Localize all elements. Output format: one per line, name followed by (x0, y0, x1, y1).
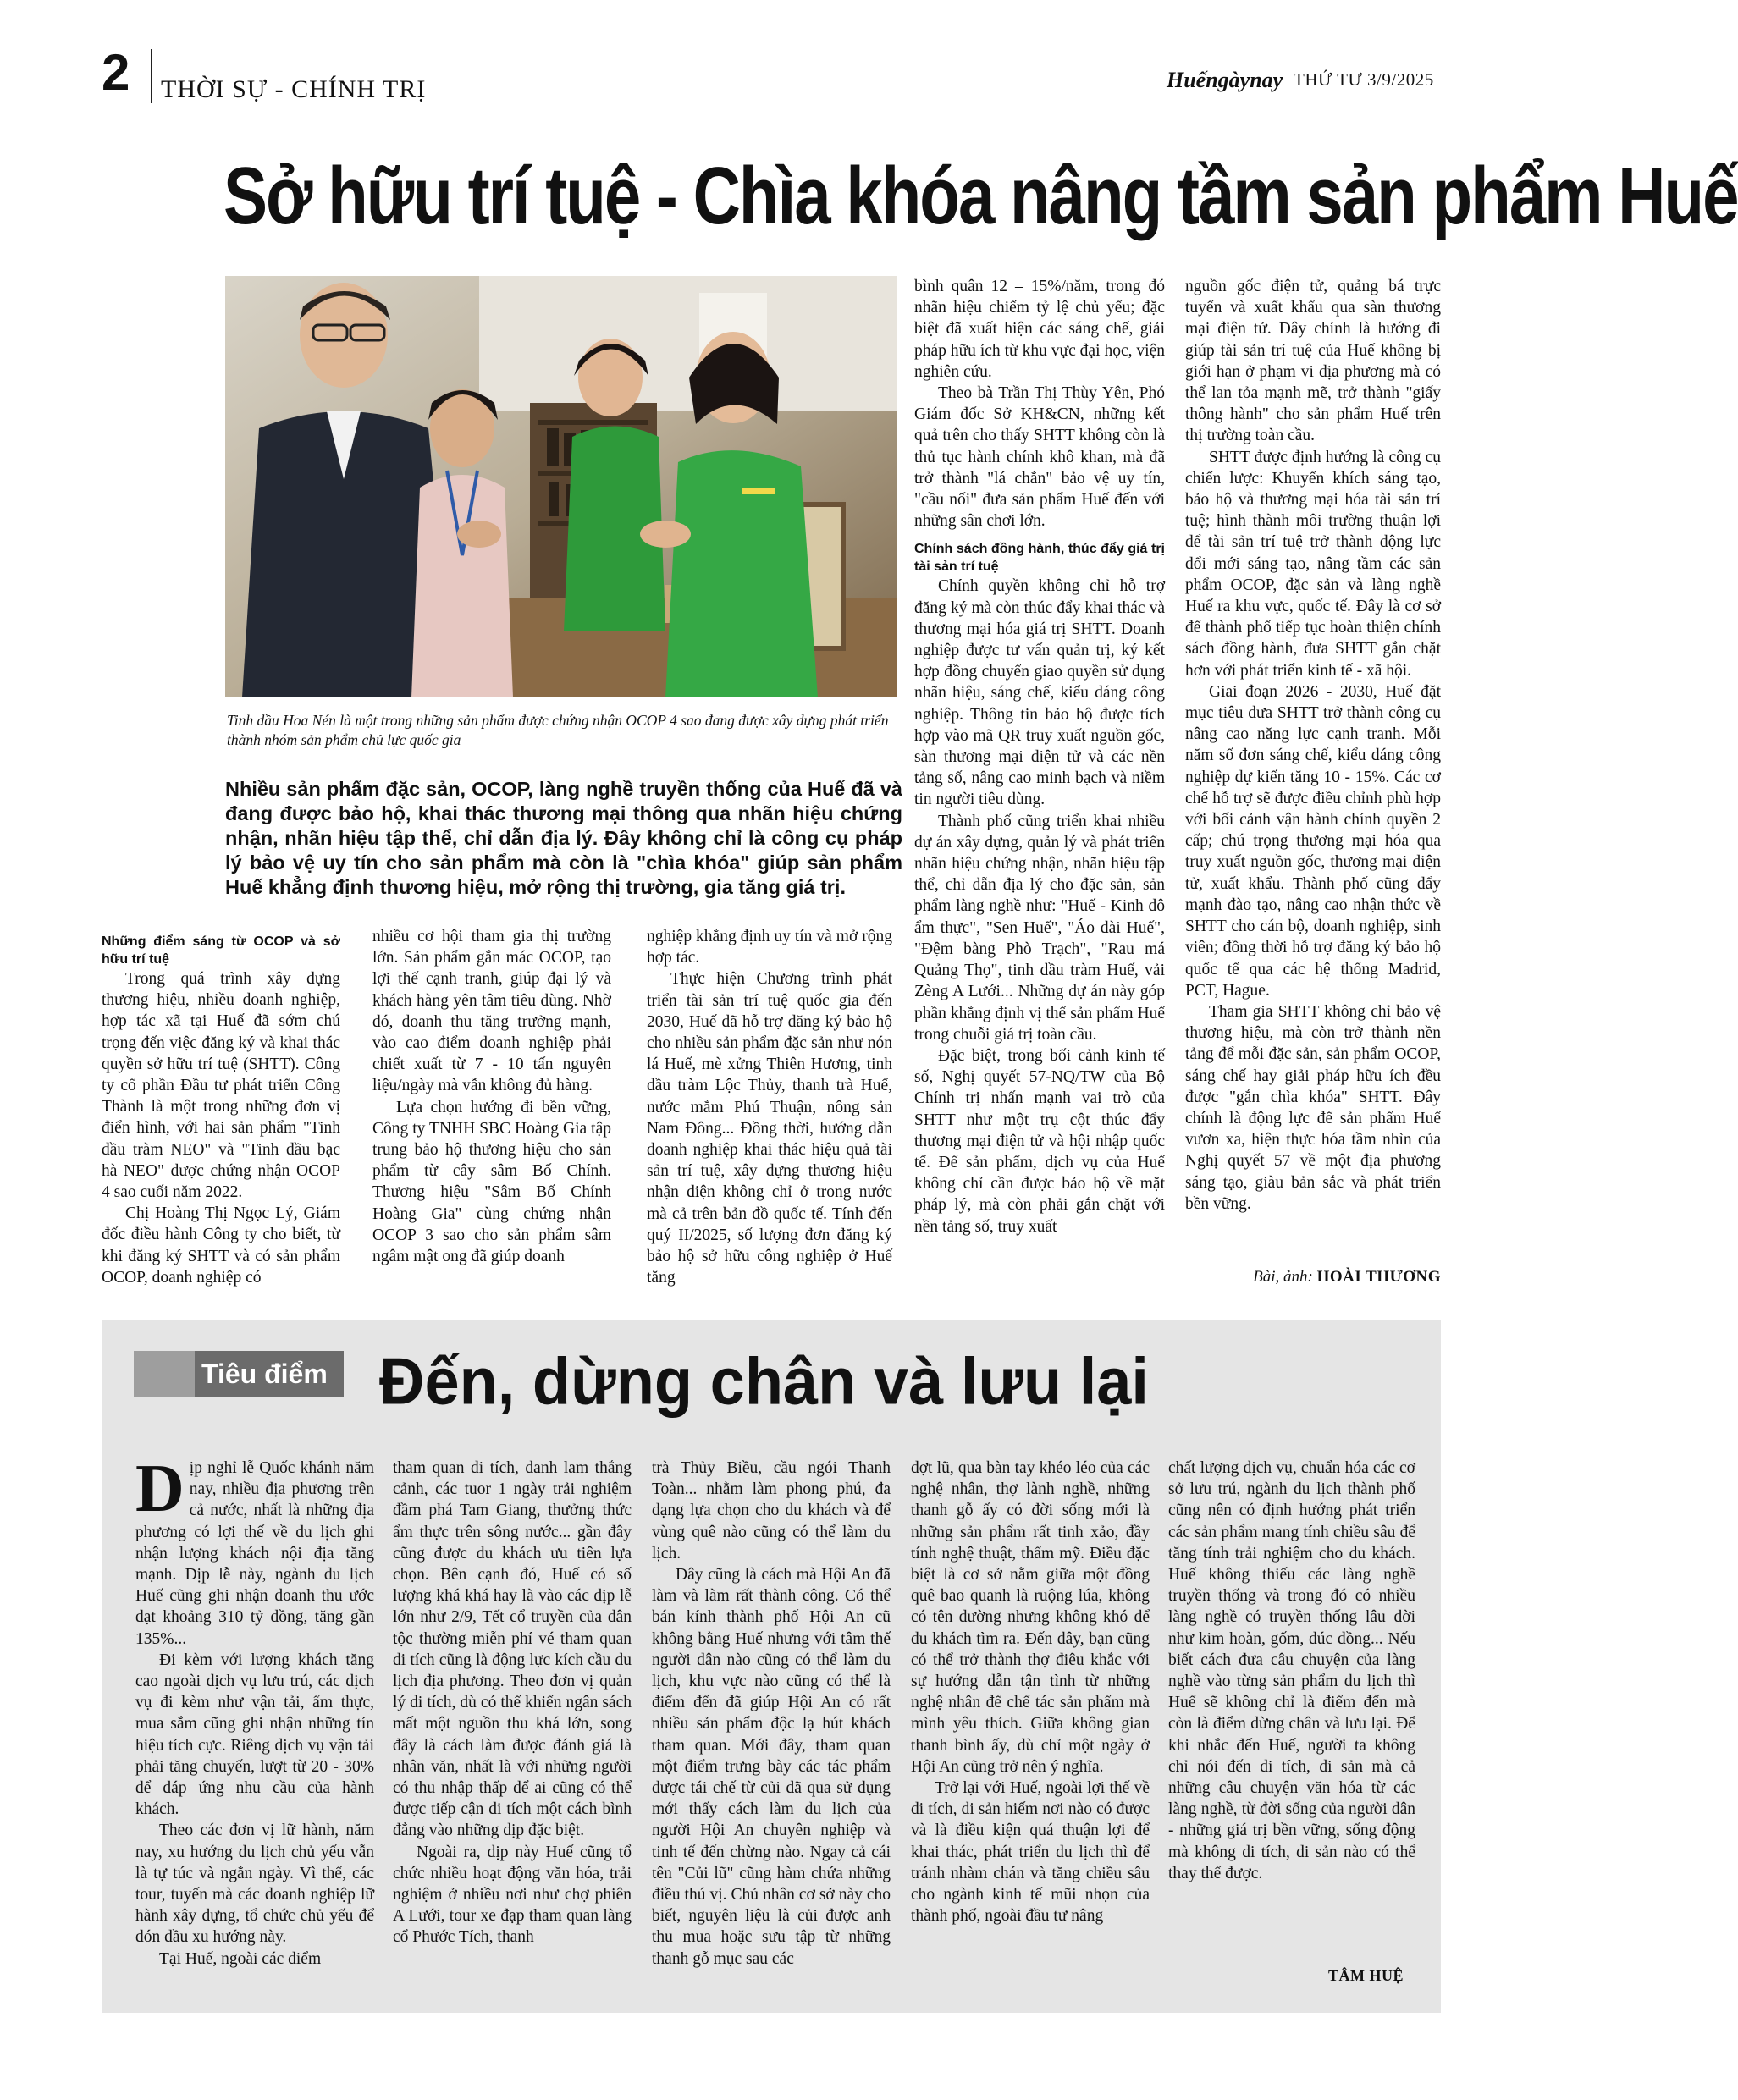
paragraph: Lựa chọn hướng đi bền vững, Công ty TNHH SBC Hoàng Gia tập trung bảo hộ thương hiệu cho sản phẩm từ cây sâm Bố Chính. Thương hiệu "Sâm Bố Chính Hoàng Gia" cùng chứng nhận OCOP 3 sao cho sản phẩm sâm ngâm mật ong đã giúp doanh (372, 1098, 611, 1266)
paragraph: Tại Huế, ngoài các điểm (159, 1949, 322, 1968)
issue-date: THỨ TƯ 3/9/2025 (1294, 69, 1434, 90)
paragraph (135, 1452, 374, 1650)
paragraph: nhiều cơ hội tham gia thị trường lớn. Sản phẩm gắn mác OCOP, tạo lợi thế cạnh tranh, giúp đại lý và khách hàng yên tâm tiêu dùng. Nhờ đó, doanh thu tăng trưởng mạnh, vào cao điểm doanh nghiệp phải chiết xuất từ 7 - 10 tấn nguyên liệu/ngày mà vẫn không đủ hàng. (372, 928, 611, 1095)
paragraph-text: ịp nghỉ lễ Quốc khánh năm nay, nhiều địa phương trên cả nước, nhất là những địa phương có lợi thế về du lịch ghi nhận lượng khách nội địa tăng mạnh. Dịp lễ này, ngành du lịch Huế cũng ghi nhận doanh thu ước đạt khoảng 310 tỷ đồng, tăng gần 135%... (135, 1459, 374, 1648)
paragraph: chất lượng dịch vụ, chuẩn hóa các cơ sở lưu trú, ngành du lịch thành phố cũng nên có định hướng phát triển các sản phẩm mang tính chiều sâu để tăng tính trải nghiệm cho du khách. Huế không thiếu các làng nghề truyền thống và trong đó có nhiều làng nghề có truyền thống lâu đời như kim hoàn, gốm, đúc đồng... Nếu biết cách đưa câu chuyện của làng nghề vào từng sản phẩm du lịch thì Huế sẽ không chỉ là điểm đến mà còn là điểm dừng chân và lưu lại. Để khi nhắc đến Huế, người ta không chỉ nói đến di tích, di sản mà cả những câu chuyện văn hóa từ các làng nghề, từ đời sống của người dân - những giá trị bền vững, sống động mà không di tích, di sản nào có thể thay thế được. (1168, 1459, 1415, 1882)
paragraph: Đây cũng là cách mà Hội An đã làm và làm rất thành công. Có thể bán kính thành phố Hội An cũ không bằng Huế nhưng với tâm thế người dân nào cũng có thể làm du lịch, khu vực nào cũng có thể là điểm đến đã giúp Hội An có rất nhiều sản phẩm độc lạ hút khách tham quan. Mới đây, tham quan một điểm trưng bày các tác phẩm được tái chế từ củi đã qua sử dụng mới thấy cách làm du lịch của người Hội An chuyên nghiệp và tinh tế đến chừng nào. Ngay cả cái tên "Củi lũ" cũng hàm chứa những điều thú vị. Chủ nhân cơ sở này cho biết, nguyên liệu là củi được anh thu mua hoặc sưu tập từ những thanh gỗ mục sau các (652, 1566, 891, 1968)
paragraph: Giai đoạn 2026 - 2030, Huế đặt mục tiêu đưa SHTT trở thành công cụ nâng cao năng lực cạnh tranh. Mỗi năm số đơn sáng chế, kiểu dáng công nghiệp dự kiến tăng 10 - 15%. Các cơ chế hỗ trợ sẽ được điều chỉnh phù hợp với bối cảnh vận hành chính quyền 2 cấp; chú trọng thương mại hóa qua truy xuất nguồn gốc, thương mại điện tử, xuất khẩu. Thành phố cũng đẩy mạnh đào tạo, nâng cao nhận thức về SHTT cho cán bộ, doanh nghiệp, sinh viên; đồng thời hỗ trợ đăng ký bảo hộ quốc tế qua các hệ thống Madrid, PCT, Hague. (1185, 682, 1441, 1000)
feature-title: Đến, dừng chân và lưu lại (379, 1344, 1149, 1419)
paragraph: Đặc biệt, trong bối cảnh kinh tế số, Nghị quyết 57-NQ/TW của Bộ Chính trị nhấn mạnh vai trò của SHTT như một trụ cột thúc đẩy thương mại điện tử và hội nhập quốc tế. Để sản phẩm, dịch vụ của Huế không chỉ cần được bảo hộ về mặt pháp lý, mà còn phải gắn chặt với nền tảng số, truy xuất (914, 1046, 1165, 1236)
article-headline: Sở hữu trí tuệ - Chìa khóa nâng tầm sản phẩm Huế (223, 150, 1738, 241)
paragraph: Thành phố cũng triển khai nhiều dự án xây dựng, quản lý và phát triển nhãn hiệu chứng nhận, nhãn hiệu tập thể, chỉ dẫn địa lý cho đặc sản, sản phẩm làng nghề như: "Huế - Kinh đô ẩm thực", "Sen Huế", "Áo dài Huế", "Đệm bàng Phò Trạch", "Rau má Quảng Thọ", tinh dầu tràm Huế, vải Zèng A Lưới... Những dự án này góp phần khẳng định vị thế sản phẩm Huế trong chuỗi giá trị toàn cầu. (914, 812, 1165, 1044)
paragraph: Theo bà Trần Thị Thùy Yên, Phó Giám đốc Sở KH&CN, những kết quả trên cho thấy SHTT không còn là thủ tục hành chính khô khan, mà đã trở thành "lá chắn" bảo vệ uy tín, "cầu nối" đưa sản phẩm Huế đến với những sân chơi lớn. (914, 384, 1165, 531)
article-column-3 (647, 926, 892, 1288)
drop-cap: D (135, 1452, 185, 1526)
article-photo (225, 276, 897, 697)
article-lead: Nhiều sản phẩm đặc sản, OCOP, làng nghề truyền thống của Huế đã và đang được bảo hộ, khai thác thương mại thông qua nhãn hiệu chứng nhận, nhãn hiệu tập thể, chỉ dẫn địa lý. Đây không chỉ là công cụ pháp lý bảo vệ uy tín cho sản phẩm mà còn là "chìa khóa" giúp sản phẩm Huế khẳng định thương hiệu, mở rộng thị trường, gia tăng giá trị. (225, 778, 902, 898)
paragraph: Trong quá trình xây dựng thương hiệu, nhiều doanh nghiệp, hợp tác xã tại Huế đã sớm chú trọng đến việc đăng ký và khai thác quyền sở hữu trí tuệ (SHTT). Công ty cổ phần Đầu tư phát triển Công Thành là một trong những đơn vị điển hình, với hai sản phẩm "Tinh dầu tràm NEO" và "Tinh dầu bạc hà NEO" được chứng nhận OCOP 4 sao cuối năm 2022. (102, 970, 340, 1202)
article-column-2 (372, 926, 611, 1267)
paragraph: Chính quyền không chỉ hỗ trợ đăng ký mà còn thúc đẩy khai thác và thương mại hóa giá trị SHTT. Doanh nghiệp được tư vấn quản trị, ký kết hợp đồng chuyển giao quyền sử dụng nhãn hiệu, sáng chế, kiểu dáng công nghiệp. Thông tin bảo hộ được tích hợp vào mã QR truy xuất nguồn gốc, sàn thương mại điện tử và các nền tảng số, nâng cao minh bạch và niềm tin người tiêu dùng. (914, 577, 1165, 809)
paragraph: trà Thủy Biều, cầu ngói Thanh Toàn... nhằm làm phong phú, đa dạng lựa chọn cho du khách và để vùng quê nào cũng có thể làm du lịch. (652, 1459, 891, 1563)
feature-column-4 (911, 1458, 1150, 1926)
paragraph: Đi kèm với lượng khách tăng cao ngoài dịch vụ lưu trú, các dịch vụ đi kèm như vận tải, ẩm thực, mua sắm cũng ghi nhận những tín hiệu tích cực. Riêng dịch vụ vận tải phải tăng chuyến, lượt từ 20 - 30% để đáp ứng nhu cầu của hành khách. (135, 1651, 374, 1819)
page-number: 2 (102, 44, 130, 101)
paragraph: Ngoài ra, dịp này Huế cũng tổ chức nhiều hoạt động văn hóa, trải nghiệm ở nhiều nơi như chợ phiên A Lưới, tour xe đạp tham quan làng cổ Phước Tích, thanh (393, 1843, 632, 1947)
paragraph: Theo các đơn vị lữ hành, năm nay, xu hướng du lịch chủ yếu vẫn là tự túc và ngắn ngày. Vì thế, các tour, tuyến mà các doanh nghiệp lữ hành xây dựng, tổ chức chủ yếu để đón đầu xu hướng này. (135, 1822, 374, 1947)
paragraph: Tham gia SHTT không chỉ bảo vệ thương hiệu, mà còn trở thành nền tảng để mỗi đặc sản, sản phẩm OCOP, sáng chế hay giải pháp hữu ích đều được "gắn chìa khóa" SHTT. Đây chính là động lực để sản phẩm Huế vươn xa, hiện thực hóa tầm nhìn của Nghị quyết 57 về một địa phương sáng tạo, giàu bản sắc và phát triển bền vững. (1185, 1002, 1441, 1213)
subhead-ocop: Những điểm sáng từ OCOP và sở hữu trí tuệ (102, 934, 340, 967)
paragraph: tham quan di tích, danh lam thắng cảnh, các tuor 1 ngày trải nghiệm đầm phá Tam Giang, thưởng thức ẩm thực trên sông nước... gần đây cũng được du khách ưu tiên lựa chọn. Bên cạnh đó, Huế có số lượng khá khá hay là vào các dịp lễ lớn như 2/9, Tết cổ truyền của dân tộc thường miễn phí vé tham quan di tích cũng là động lực kích cầu du lịch địa phương. Theo đơn vị quản lý di tích, dù có thể khiến ngân sách mất một nguồn thu khá lớn, song đây là cách làm được đánh giá là nhân văn, nhất là với những người có thu nhập thấp để ai cũng có thể được tiếp cận di tích một cách bình đẳng vào những dịp đặc biệt. (393, 1459, 632, 1840)
paragraph: SHTT được định hướng là công cụ chiến lược: Khuyến khích sáng tạo, bảo hộ và thương mại hóa tài sản trí tuệ; hình thành môi trường thuận lợi để tài sản trí tuệ trở thành động lực đổi mới sáng tạo, nâng tầm các sản phẩm OCOP, đặc sản và làng nghề Huế ra khu vực, quốc tế. Đây là cơ sở để thành phố tiếp tục hoàn thiện chính sách đồng hành, đưa SHTT gắn chặt hơn với phát triển kinh tế - xã hội. (1185, 448, 1441, 680)
section-name: THỜI SỰ - CHÍNH TRỊ (161, 75, 427, 103)
feature-column-1 (135, 1452, 374, 1970)
newspaper-brand: Huếngàynay (1167, 68, 1283, 92)
article-column-5 (1185, 276, 1441, 1215)
header-divider (151, 49, 152, 103)
subhead-policy: Chính sách đồng hành, thúc đẩy giá trị tài sản trí tuệ (914, 542, 1165, 575)
byline-prefix: Bài, ảnh: (1253, 1268, 1317, 1286)
photo-caption: Tinh dầu Hoa Nén là một trong những sản phẩm được chứng nhận OCOP 4 sao đang được xây dựng phát triển thành nhóm sản phẩm chủ lực quốc gia (227, 712, 889, 748)
feature-column-2 (393, 1458, 632, 1948)
feature-byline: TÂM HUỆ (1328, 1967, 1404, 1984)
feature-column-3 (652, 1458, 891, 1970)
article-column-4 (914, 276, 1165, 1237)
paragraph: Chị Hoàng Thị Ngọc Lý, Giám đốc điều hành Công ty cho biết, từ khi đăng ký SHTT và có sản phẩm OCOP, doanh nghiệp có (102, 1204, 340, 1287)
feature-tag: Tiêu điểm (134, 1351, 344, 1397)
article-byline (1185, 1268, 1441, 1287)
paragraph: bình quân 12 – 15%/năm, trong đó nhãn hiệu chiếm tỷ lệ chủ yếu; đặc biệt đã xuất hiện các sáng chế, giải pháp hữu ích từ khu vực đại học, viện nghiên cứu. (914, 278, 1165, 381)
feature-tag-accent (134, 1351, 195, 1397)
paragraph: Trở lại với Huế, ngoài lợi thế về di tích, di sản hiếm nơi nào có được và là điều kiện quá thuận lợi để khai thác, phát triển du lịch thì để tránh nhàm chán và tăng chiều sâu cho ngành kinh tế mũi nhọn của thành phố, ngoài đầu tư nâng (911, 1779, 1150, 1926)
feature-column-5 (1168, 1458, 1415, 1884)
paragraph: Thực hiện Chương trình phát triển tài sản trí tuệ quốc gia đến 2030, Huế đã hỗ trợ đăng ký bảo hộ cho nhiều sản phẩm đặc sản như nón lá Huế, mè xửng Thiên Hương, tinh dầu tràm Lộc Thủy, thanh trà Huế, nước mắm Phú Thuận, nông sản Nam Đông... Đồng thời, hướng dẫn doanh nghiệp khai thác hiệu quả tài sản trí tuệ, xây dựng thương hiệu nhận diện không chỉ ở trong nước mà cả trên bản đồ quốc tế. Tính đến quý II/2025, số lượng đơn đăng ký bảo hộ sở hữu công nghiệp ở Huế tăng (647, 970, 892, 1287)
paragraph: đợt lũ, qua bàn tay khéo léo của các nghệ nhân, thợ lành nghề, những thanh gỗ ấy có đời sống mới là những sản phẩm rất tinh xảo, đầy tính nghệ thuật, thẩm mỹ. Điều đặc biệt là cơ sở nằm giữa một đồng quê bao quanh là ruộng lúa, không có tên đường nhưng không khó để du khách tìm ra. Đến đây, bạn cũng có thể trở thành thợ điêu khắc với sự hướng dẫn tận tình từ những nghệ nhân để chế tác sản phẩm mà mình yêu thích. Giữa không gian thanh bình ấy, dù chỉ một ngày ở Hội An cũng trở nên ý nghĩa. (911, 1459, 1150, 1776)
paragraph: nghiệp khẳng định uy tín và mở rộng hợp tác. (647, 928, 892, 967)
byline-author: HOÀI THƯƠNG (1316, 1268, 1441, 1286)
article-column-1 (102, 933, 340, 1288)
paragraph: nguồn gốc điện tử, quảng bá trực tuyến và xuất khẩu qua sàn thương mại điện tử. Đây chính là hướng đi giúp tài sản trí tuệ của Huế không bị giới hạn ở phạm vi địa phương mà có thể lan tỏa mạnh mẽ, trở thành "giấy thông hành" cho sản phẩm Huế trên thị trường toàn cầu. (1185, 278, 1441, 445)
